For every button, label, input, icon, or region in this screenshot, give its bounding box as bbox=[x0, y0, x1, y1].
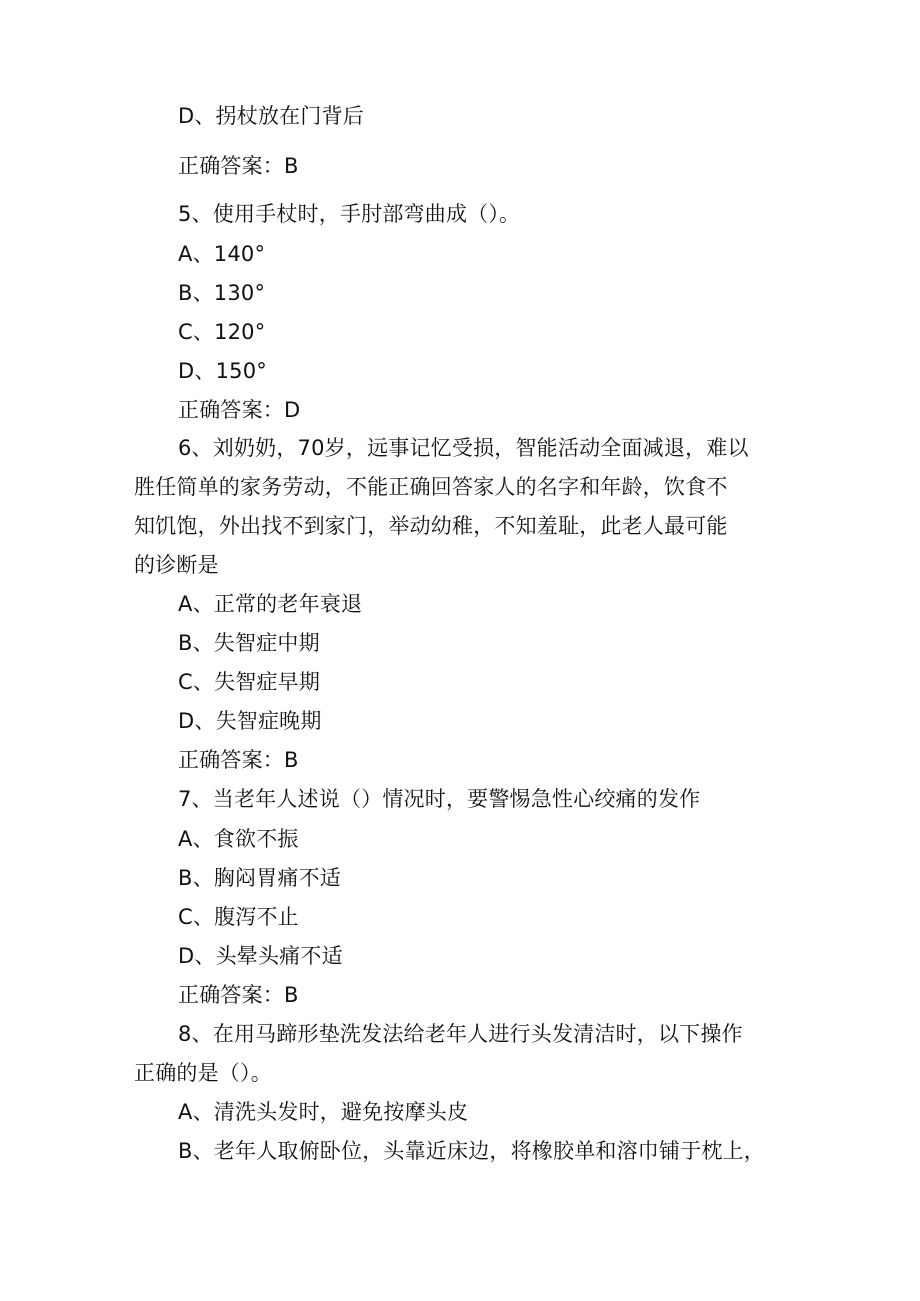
question-8-line-2: 正确的是（）。 bbox=[134, 1061, 272, 1085]
option-b-q8: B、老年人取俯卧位，头靠近床边，将橡胶单和溶巾铺于枕上， bbox=[178, 1139, 766, 1163]
option-c-q7: C、腹泻不止 bbox=[178, 905, 299, 929]
option-a-q5: A、140° bbox=[178, 242, 266, 266]
answer-q7: 正确答案：B bbox=[178, 983, 299, 1007]
option-a-q6: A、正常的老年衰退 bbox=[178, 592, 363, 616]
answer-q6: 正确答案：B bbox=[178, 748, 299, 772]
option-c-q6: C、失智症早期 bbox=[178, 670, 321, 694]
option-a-q7: A、食欲不振 bbox=[178, 827, 299, 851]
option-d-q5: D、150° bbox=[178, 359, 267, 383]
option-c-q5: C、120° bbox=[178, 320, 266, 344]
question-6-line-3: 知饥饱，外出找不到家门，举动幼稚，不知羞耻，此老人最可能 bbox=[134, 514, 728, 538]
answer-q4: 正确答案：B bbox=[178, 154, 299, 178]
question-5: 5、使用手杖时，手肘部弯曲成（）。 bbox=[178, 202, 521, 226]
question-8-line-1: 8、在用马蹄形垫洗发法给老年人进行头发清洁时，以下操作 bbox=[178, 1022, 743, 1046]
answer-q5: 正确答案：D bbox=[178, 398, 301, 422]
question-6-line-1: 6、刘奶奶，70岁，远事记忆受损，智能活动全面减退，难以 bbox=[178, 436, 749, 460]
option-a-q8: A、清洗头发时，避免按摩头皮 bbox=[178, 1100, 469, 1124]
question-6-line-4: 的诊断是 bbox=[134, 553, 219, 577]
option-b-q5: B、130° bbox=[178, 281, 266, 305]
question-7: 7、当老年人述说（）情况时，要警惕急性心绞痛的发作 bbox=[178, 787, 701, 811]
option-d-q4: D、拐杖放在门背后 bbox=[178, 104, 364, 128]
question-6-line-2: 胜任简单的家务劳动，不能正确回答家人的名字和年龄，饮食不 bbox=[134, 475, 728, 499]
option-d-q6: D、失智症晚期 bbox=[178, 709, 322, 733]
option-d-q7: D、头晕头痛不适 bbox=[178, 944, 343, 968]
option-b-q6: B、失智症中期 bbox=[178, 631, 320, 655]
option-b-q7: B、胸闷胃痛不适 bbox=[178, 866, 342, 890]
